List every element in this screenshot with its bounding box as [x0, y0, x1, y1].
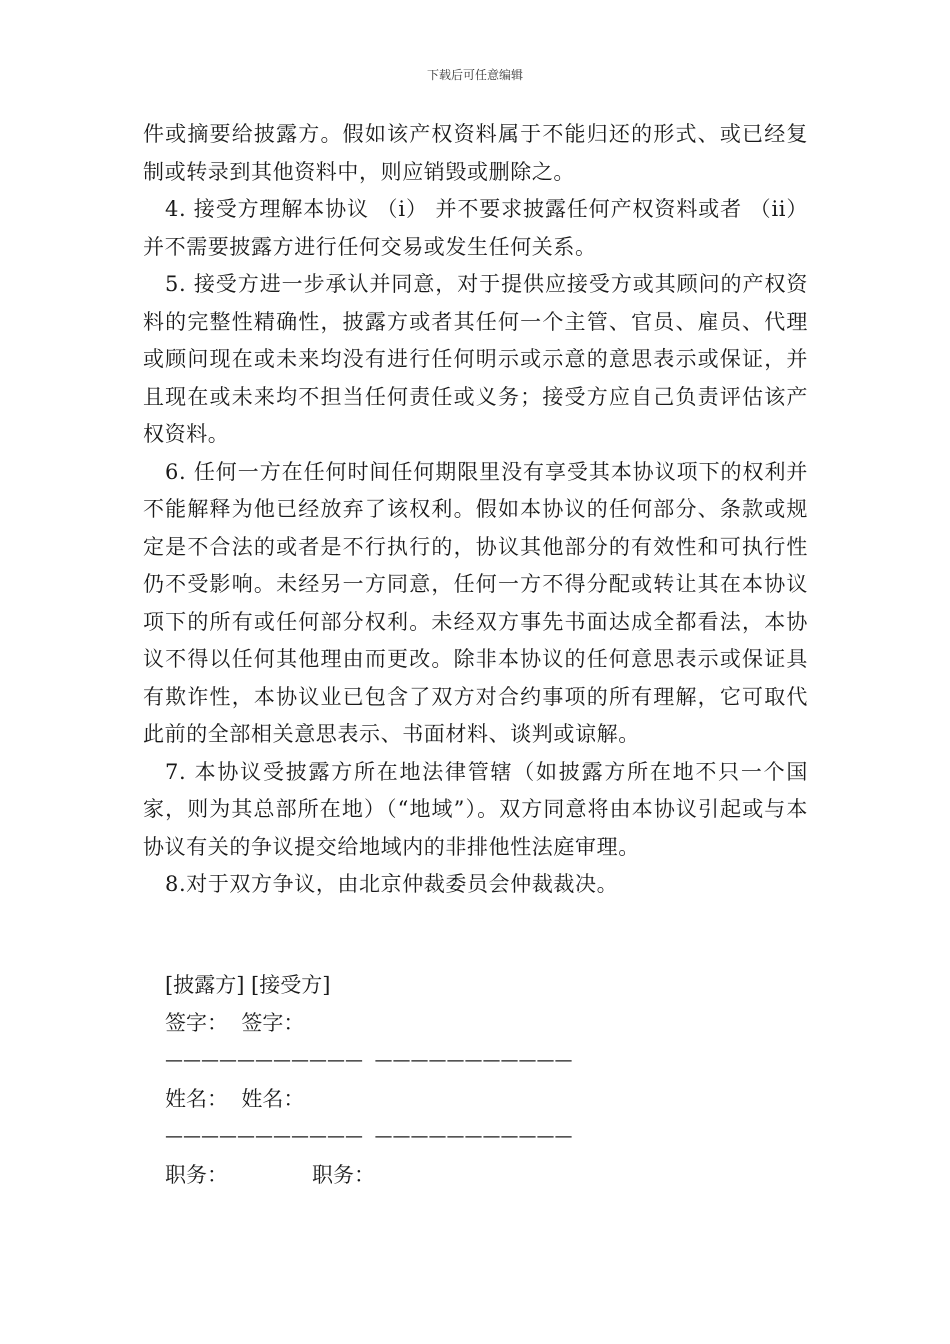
paragraph-4: 4. 接受方理解本协议 （i） 并不要求披露任何产权资料或者 （ii） 并不需要披露方进行任何交易或发生任何关系。 [143, 197, 808, 259]
signature-parties: [披露方] [接受方] [165, 973, 331, 997]
page-header-note: 下载后可任意编辑 [426, 68, 523, 82]
signature-underline-1: ——————————— ——————————— [165, 1050, 573, 1071]
paragraph-7: 7. 本协议受披露方所在地法律管辖（如披露方所在地不只一个国家，则为其总部所在地）（“地域”）。双方同意将由本协议引起或与本协议有关的争议提交给地域内的非排他性法庭审理。 [143, 759, 808, 859]
paragraph-6: 6. 任何一方在任何时间任何期限里没有享受其本协议项下的权利并不能解释为他已经放弃了该权利。假如本协议的任何部分、条款或规定是不合法的或者是不行执行的，协议其他部分的有效性和可执行性仍不受影响。未经另一方同意，任何一方不得分配或转让其在本协议项下的所有或任何部分权利。未经双方事先书面达成全都看法，本协议不得以任何其他理由而更改。除非本协议的任何意思表示或保证具有欺诈性，本协议业已包含了双方对合约事项的所有理解，它可取代此前的全部相关意思表示、书面材料、谈判或谅解。 [143, 459, 808, 746]
paragraph-3-continued: 件或摘要给披露方。假如该产权资料属于不能归还的形式、或已经复制或转录到其他资料中，则应销毁或删除之。 [143, 122, 808, 184]
title-right-label: 职务： [312, 1163, 375, 1187]
paragraph-8: 8.对于双方争议，由北京仲裁委员会仲裁裁决。 [165, 872, 619, 896]
signature-sign-row: 签字： 签字： [165, 1011, 305, 1035]
signature-underline-2: ——————————— ——————————— [165, 1126, 573, 1147]
signature-title-row [165, 1156, 825, 1194]
signature-name-row: 姓名： 姓名： [165, 1087, 305, 1111]
paragraph-5: 5. 接受方进一步承认并同意，对于提供应接受方或其顾问的产权资料的完整性精确性，披露方或者其任何一个主管、官员、雇员、代理或顾问现在或未来均没有进行任何明示或示意的意思表示或保证，并且现在或未来均不担当任何责任或义务；接受方应自己负责评估该产权资料。 [143, 272, 808, 446]
title-left-label: 职务： [165, 1163, 228, 1187]
signature-block [165, 966, 825, 1194]
agreement-body [143, 116, 808, 904]
